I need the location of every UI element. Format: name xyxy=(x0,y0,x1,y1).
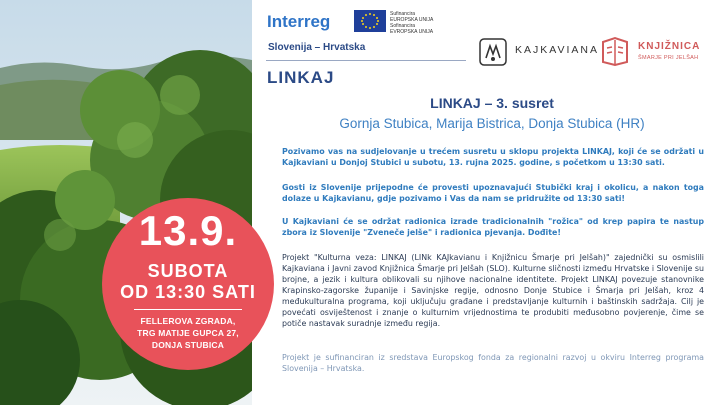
venue-line-3: DONJA STUBICA xyxy=(151,340,225,350)
event-time: OD 13:30 SATI xyxy=(120,282,256,302)
eu-line-1: Sufinancira xyxy=(390,11,416,17)
kajkaviana-name: KAJKAVIANA xyxy=(515,44,599,56)
funding-paragraph: Projekt je sufinanciran iz sredstava Europskog fonda za regionalni razvoj u okviru Interreg programa Slovenija – Hrvatska. xyxy=(282,353,704,373)
eu-line-3: Sofinancira xyxy=(390,23,416,29)
eu-flag-icon xyxy=(354,10,386,32)
guests-paragraph: Gosti iz Slovenije prijepodne će provesti upoznavajući Stubički kraj i okolicu, a nakon toga dolaze u Kajkavianu, gdje pozivamo i Vas da nam se pridružite od 13:30 sati! xyxy=(282,183,704,203)
header-divider xyxy=(266,60,466,61)
knjiznica-name: KNJIŽNICA xyxy=(638,41,701,52)
interreg-logo: Interreg xyxy=(267,12,331,31)
invitation-paragraph: Pozivamo vas na sudjelovanje u trećem susretu u sklopu projekta LINKAJ, koji će se održati u Kajkaviani u Donjoj Stubici u subotu, 13. rujna 2025. godine, s početkom u 13:30 sati. xyxy=(282,147,704,167)
eu-line-4: EVROPSKA UNIJA xyxy=(390,29,434,35)
event-day: SUBOTA xyxy=(147,261,229,281)
divider xyxy=(134,309,242,310)
eu-line-2: EUROPSKA UNIJA xyxy=(390,17,434,23)
project-description-paragraph: Projekt "Kulturna veza: LINKAJ (LINk KAJkavianu i Knjižnicu Šmarje pri Jelšah)" zajednički su osmislili Kajkaviana i Javni zavod Knjižnica Šmarje pri Jelšah (SLO). Kulturne sličnosti između Hrvatske i Slovenije su brojne, a jezik i kultura oblikovali su njihove nacionalne identitete. Projekt LINKAJ povezuje stanovnike Krapinsko-zagorske županije i Savinjske regije, odnosno Donje Stubice i Šmarja pri Jelšah, kroz 4 međukulturalna programa, koji uključuju građane i predstavljanje kulturnih i baštinskih sadržaja. Cilj je povećati osviještenost i znanje o kulturnim vrijednostima te produbiti međusobno povjerenje, čime se potiče nastavak suradnje između regija. xyxy=(282,253,704,328)
workshop-paragraph: U Kajkaviani će se održat radionica izrade tradicionalnih "rožica" od krep papira te nastup zbora iz Slovenije "Zveneče jelše" i radionica pjevanja. Dođite! xyxy=(282,217,704,237)
knjiznica-subtitle: ŠMARJE PRI JELŠAH xyxy=(638,55,699,61)
event-venue xyxy=(118,315,258,351)
page-title: LINKAJ xyxy=(267,68,335,87)
venue-line-2: TRG MATIJE GUPCA 27, xyxy=(137,328,239,338)
eu-cofinancing-text xyxy=(390,11,433,35)
event-places: Gornja Stubica, Marija Bistrica, Donja Stubica (HR) xyxy=(339,116,645,131)
kajkaviana-logo-icon xyxy=(479,38,507,66)
event-date: 13.9. xyxy=(138,207,238,254)
event-badge xyxy=(102,198,274,370)
event-subtitle: LINKAJ – 3. susret xyxy=(430,95,554,111)
venue-line-1: FELLEROVA ZGRADA, xyxy=(140,316,236,326)
knjiznica-logo-icon xyxy=(600,36,630,66)
program-region: Slovenija – Hrvatska xyxy=(268,42,366,53)
